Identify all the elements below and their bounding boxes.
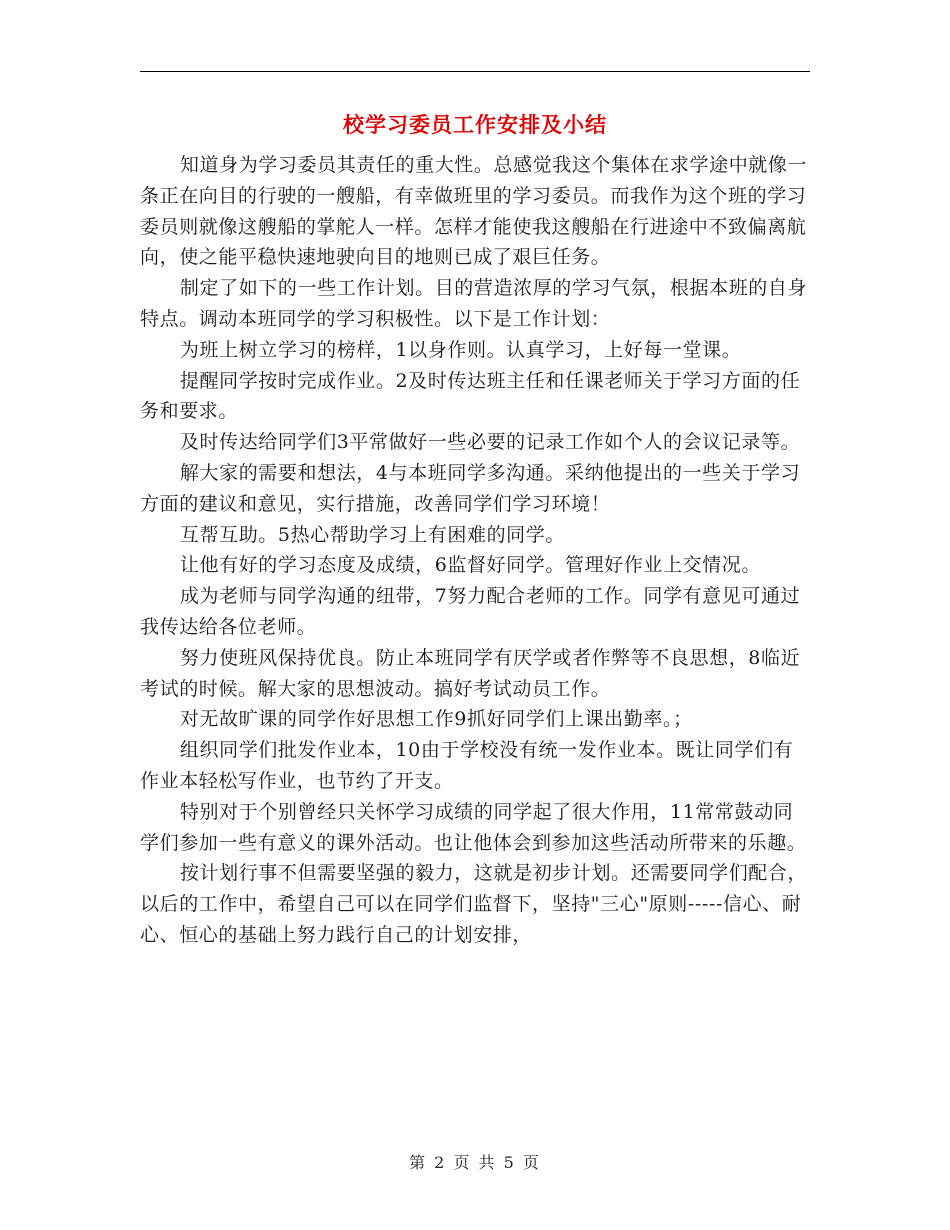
paragraph: 互帮互助。5热心帮助学习上有困难的同学。 <box>179 523 565 546</box>
paragraph: 知道身为学习委员其责任的重大性。总感觉我这个集体在求学途中就像一条正在向目的行驶的一艘船，有幸做班里的学习委员。而我作为这个班的学习委员则就像这艘船的掌舵人一样。怎样才能使我这艘船在行进途中不致偏离航向，使之能平稳快速地驶向目的地则已成了艰巨任务。 <box>140 154 808 269</box>
document-title: 校学习委员工作安排及小结 <box>343 112 607 137</box>
page-number: 第 2 页 共 5 页 <box>409 1153 541 1172</box>
paragraph: 对无故旷课的同学作好思想工作9抓好同学们上课出勤率。； <box>179 708 693 731</box>
paragraph: 提醒同学按时完成作业。2及时传达班主任和任课老师关于学习方面的任务和要求。 <box>140 369 801 423</box>
paragraph: 成为老师与同学沟通的纽带，7努力配合老师的工作。同学有意见可通过我传达给各位老师。 <box>140 585 801 638</box>
paragraph: 特别对于个别曾经只关怀学习成绩的同学起了很大作用，11常常鼓动同学们参加一些有意义的课外活动。也让他体会到参加这些活动所带来的乐趣。 <box>140 800 807 854</box>
header-rule <box>140 71 810 72</box>
paragraph: 组织同学们批发作业本，10由于学校没有统一发作业本。既让同学们有作业本轻松写作业，也节约了开支。 <box>140 739 794 792</box>
paragraph: 制定了如下的一些工作计划。目的营造浓厚的学习气氛，根据本班的自身特点。调动本班同学的学习积极性。以下是工作计划： <box>140 277 808 330</box>
paragraph: 按计划行事不但需要坚强的毅力，这就是初步计划。还需要同学们配合，以后的工作中，希望自己可以在同学们监督下，坚持"三心"原则-----信心、耐心、恒心的基础上努力践行自己的计划安排， <box>140 862 808 946</box>
paragraph: 努力使班风保持优良。防止本班同学有厌学或者作弊等不良思想，8临近考试的时候。解大家的思想波动。搞好考试动员工作。 <box>140 646 801 700</box>
paragraph: 为班上树立学习的榜样，1以身作则。认真学习，上好每一堂课。 <box>179 338 742 361</box>
paragraph: 及时传达给同学们3平常做好一些必要的记录工作如个人的会议记录等。 <box>179 431 801 454</box>
document-body <box>140 150 812 951</box>
paragraph: 让他有好的学习态度及成绩，6监督好同学。管理好作业上交情况。 <box>179 554 761 577</box>
paragraph: 解大家的需要和想法，4与本班同学多沟通。采纳他提出的一些关于学习方面的建议和意见，实行措施，改善同学们学习环境！ <box>140 461 801 515</box>
